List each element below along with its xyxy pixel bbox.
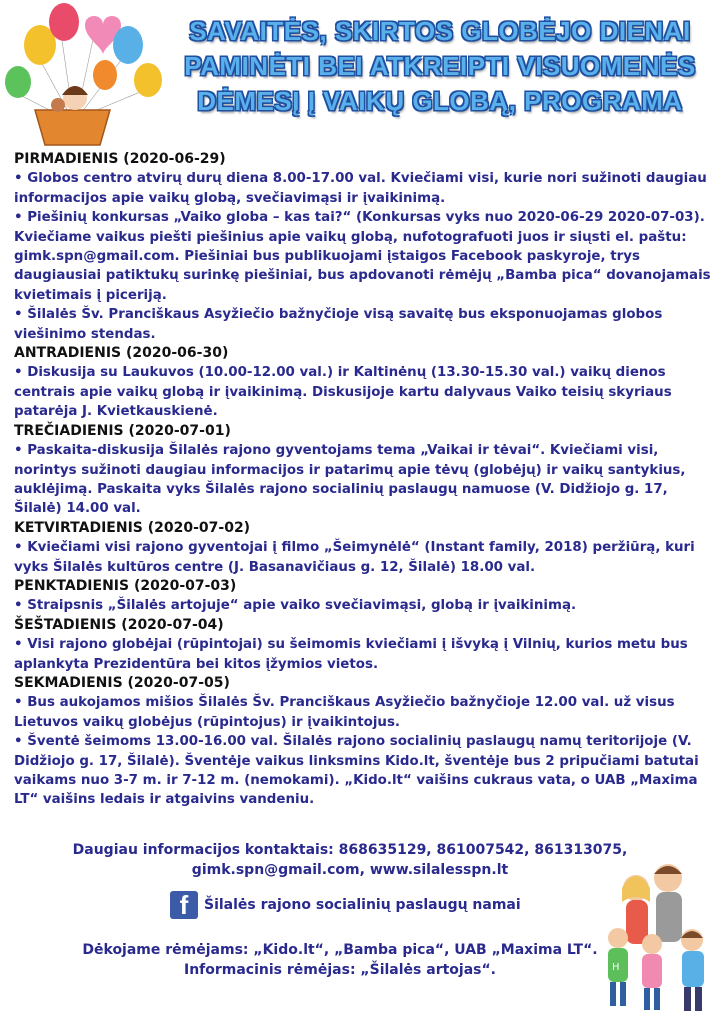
program-item: • Visi rajono globėjai (rūpintojai) su šeimomis kviečiami į išvyką į Vilnių, kurios metu bus aplankyta Prezidentūra bei kitos įžymios vietos. [14,637,688,672]
program-content [14,150,714,810]
program-item: • Paskaita-diskusija Šilalės rajono gyventojams tema „Vaikai ir tėvai“. Kviečiami visi, norintys sužinoti daugiau informacijos ir patarimų apie tėvų (globėjų) ir vaikų santykius, auklėjimą. Paskaita vyks Šilalės rajono socialinių paslaugų namuose (V. Didžiojo g. 17, Šilalė) 14.00 val. [14,443,686,517]
info-sponsor-line: Informacinis rėmėjas: „Šilalės artojas“. [183,962,497,978]
contacts-phones: Daugiau informacijos kontaktais: 868635129, 861007542, 861313075, [72,842,628,858]
program-item: • Piešinių konkursas „Vaiko globa – kas tai?“ (Konkursas vyks nuo 2020-06-29 2020-07-03). Kviečiame vaikus piešti piešinius apie vaikų globą, nufotografuoti juos ir siųsti el. paštu: gimk.spn@gmail.com. Piešiniai bus publikuojami įstaigos Facebook paskyroje, trys daugiausiai patiktukų surinkę piešiniai, bus apdovanoti rėmėjų „Bamba pica“ dovanojamais kvietimais į piceriją. [14,210,711,303]
svg-text:H: H [612,962,620,973]
facebook-label: Šilalės rajono socialinių paslaugų namai [204,897,521,913]
day-heading: SEKMADIENIS (2020-07-05) [14,674,230,691]
program-item: • Kviečiami visi rajono gyventojai į filmo „Šeimynėlė“ (Instant family, 2018) peržiūrą, kuri vyks Šilalės kultūros centre (J. Basanavičiaus g. 12, Šilalė) 18.00 val. [14,540,695,575]
program-item: • Bus aukojamos mišios Šilalės Šv. Pranciškaus Asyžiečio bažnyčioje 12.00 val. už visus Lietuvos vaikų globėjus (rūpintojus) ir įvaikintojus. [14,695,675,730]
sponsors-line: Dėkojame rėmėjams: „Kido.lt“, „Bamba pica“, UAB „Maxima LT“. [82,942,598,958]
facebook-icon: f [170,891,198,919]
page-title [160,14,720,119]
title-line-2: PAMINĖTI BEI ATKREIPTI VISUOMENĖS [184,51,696,81]
day-tuesday [14,344,714,422]
day-sunday [14,674,714,810]
program-item: • Diskusija su Laukuvos (10.00-12.00 val.) ir Kaltinėnų (13.30-15.30 val.) vaikų dienos centrais apie vaikų globą ir įvaikinimą. Diskusijoje kartu dalyvaus Vaiko teisių skyriaus patarėja J. Kvietkauskienė. [14,365,672,420]
program-item: • Straipsnis „Šilalės artojuje“ apie vaiko svečiavimąsi, globą ir įvaikinimą. [14,598,577,614]
day-heading: PIRMADIENIS (2020-06-29) [14,151,226,167]
day-heading: PENKTADIENIS (2020-07-03) [14,577,237,594]
program-item: • Šilalės Šv. Pranciškaus Asyžiečio bažnyčioje visą savaitę bus eksponuojamas globos viešinimo stendas. [14,307,663,342]
contacts-email-web: gimk.spn@gmail.com, www.silalesspn.lt [191,862,509,878]
contacts [40,840,660,880]
day-heading: KETVIRTADIENIS (2020-07-02) [14,519,251,536]
facebook-link[interactable] [170,890,570,920]
balloons-illustration [0,0,170,150]
day-saturday [14,616,714,674]
day-thursday [14,519,714,577]
day-monday [14,150,714,344]
title-line-1: SAVAITĖS, SKIRTOS GLOBĖJO DIENAI [189,16,691,46]
day-wednesday [14,422,714,519]
program-item: • Globos centro atvirų durų diena 8.00-17.00 val. Kviečiami visi, kurie nori sužinoti daugiau informacijos apie vaikų globą, svečiavimąsi ir įvaikinimą. [14,171,707,206]
sponsors-thanks [40,940,640,980]
title-line-3: DĖMESĮ Į VAIKŲ GLOBĄ, PROGRAMA [197,86,683,116]
day-heading: TREČIADIENIS (2020-07-01) [14,422,231,439]
family-illustration [596,860,720,1020]
day-heading: ŠEŠTADIENIS (2020-07-04) [14,616,224,633]
day-heading: ANTRADIENIS (2020-06-30) [14,345,229,362]
program-item: • Šventė šeimoms 13.00-16.00 val. Šilalės rajono socialinių paslaugų namų teritorijoje (V. Didžiojo g. 17, Šilalė). Šventėje vaikus linksmins Kido.lt, šventėje bus 2 pripučiami batutai vaikams nuo 3-7 m. ir 7-12 m. (nemokami). „Kido.lt“ vaišins cukraus vata, o UAB „Maxima LT“ vaišins ledais ir atgaivins vandeniu. [14,734,699,808]
day-friday [14,577,714,616]
